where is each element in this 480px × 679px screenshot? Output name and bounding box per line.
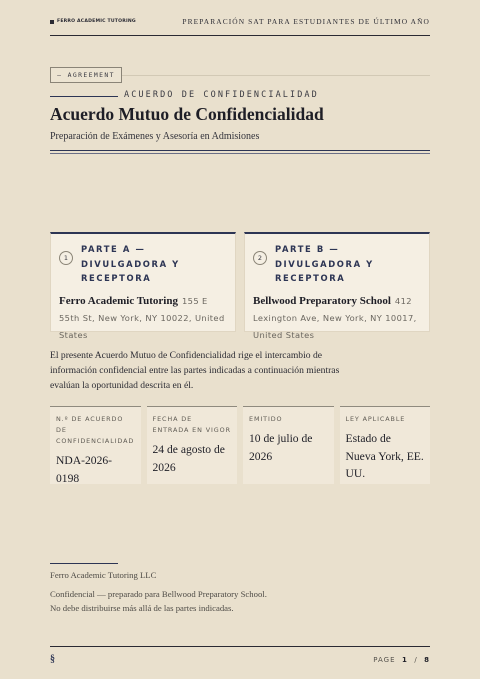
detail-governing-law bbox=[340, 406, 431, 484]
footer-organization: Ferro Academic Tutoring LLC bbox=[50, 570, 157, 580]
detail-label: N.º DE ACUERDO DE CONFIDENCIALIDAD bbox=[56, 415, 135, 445]
bottom-divider bbox=[50, 646, 430, 647]
party-card-a bbox=[50, 232, 236, 340]
party-card-b bbox=[244, 232, 430, 340]
page-subtitle: Preparación de Exámenes y Asesoría en Admisiones bbox=[50, 131, 260, 142]
brand bbox=[50, 14, 136, 24]
party-number-badge: 1 bbox=[59, 251, 73, 265]
agreement-details bbox=[50, 406, 430, 484]
brand-square-icon bbox=[50, 20, 54, 24]
confidentiality-note: Confidencial — preparado para Bellwood Preparatory School. No debe distribuirse más allá de las partes indicadas. bbox=[50, 589, 267, 613]
intro-paragraph: El presente Acuerdo Mutuo de Confidencialidad rige el intercambio de información confidencial entre las partes indicadas a continuación mientras evalúan la oportunidad descrita en él. bbox=[50, 350, 340, 392]
top-bar bbox=[50, 14, 430, 36]
detail-value: Estado de Nueva York, EE. UU. bbox=[345, 432, 424, 480]
brand-name: FERRO ACADEMIC TUTORING bbox=[57, 19, 136, 24]
page-title: Acuerdo Mutuo de Confidencialidad bbox=[50, 104, 324, 124]
page-number bbox=[373, 656, 430, 664]
detail-value: 10 de julio de 2026 bbox=[249, 432, 313, 463]
detail-effective-date bbox=[147, 406, 238, 484]
detail-agreement-number bbox=[50, 406, 141, 484]
party-label: PARTE B — DIVULGADORA Y RECEPTORA bbox=[275, 244, 374, 283]
page-label: PAGE bbox=[373, 656, 396, 664]
detail-label: EMITIDO bbox=[249, 415, 283, 423]
detail-issued bbox=[243, 406, 334, 484]
kicker-rule bbox=[50, 96, 118, 97]
agreement-tag: — AGREEMENT bbox=[50, 67, 122, 83]
section-mark-icon: § bbox=[50, 654, 55, 665]
detail-label: FECHA DE ENTRADA EN VIGOR bbox=[152, 415, 231, 434]
party-name: Ferro Academic Tutoring bbox=[59, 294, 178, 307]
header-divider bbox=[50, 150, 430, 154]
party-address: 412 Lexington Ave, New York, NY 10017, United States bbox=[253, 295, 417, 340]
detail-value: NDA-2026-0198 bbox=[56, 454, 113, 485]
document-kicker: ACUERDO DE CONFIDENCIALIDAD bbox=[124, 90, 319, 100]
header-tagline: PREPARACIÓN SAT PARA ESTUDIANTES DE ÚLTIMO AÑO bbox=[182, 17, 430, 26]
page-total: 8 bbox=[424, 656, 430, 664]
footer-rule bbox=[50, 563, 118, 564]
detail-value: 24 de agosto de 2026 bbox=[152, 443, 225, 474]
party-label: PARTE A — DIVULGADORA Y RECEPTORA bbox=[81, 244, 180, 283]
party-name: Bellwood Preparatory School bbox=[253, 294, 391, 307]
page-separator: / bbox=[414, 656, 418, 664]
tag-divider bbox=[122, 75, 430, 76]
detail-label: LEY APLICABLE bbox=[345, 415, 406, 423]
party-number-badge: 2 bbox=[253, 251, 267, 265]
party-address: 155 E 55th St, New York, NY 10022, United States bbox=[59, 295, 225, 340]
page-current: 1 bbox=[401, 656, 408, 664]
